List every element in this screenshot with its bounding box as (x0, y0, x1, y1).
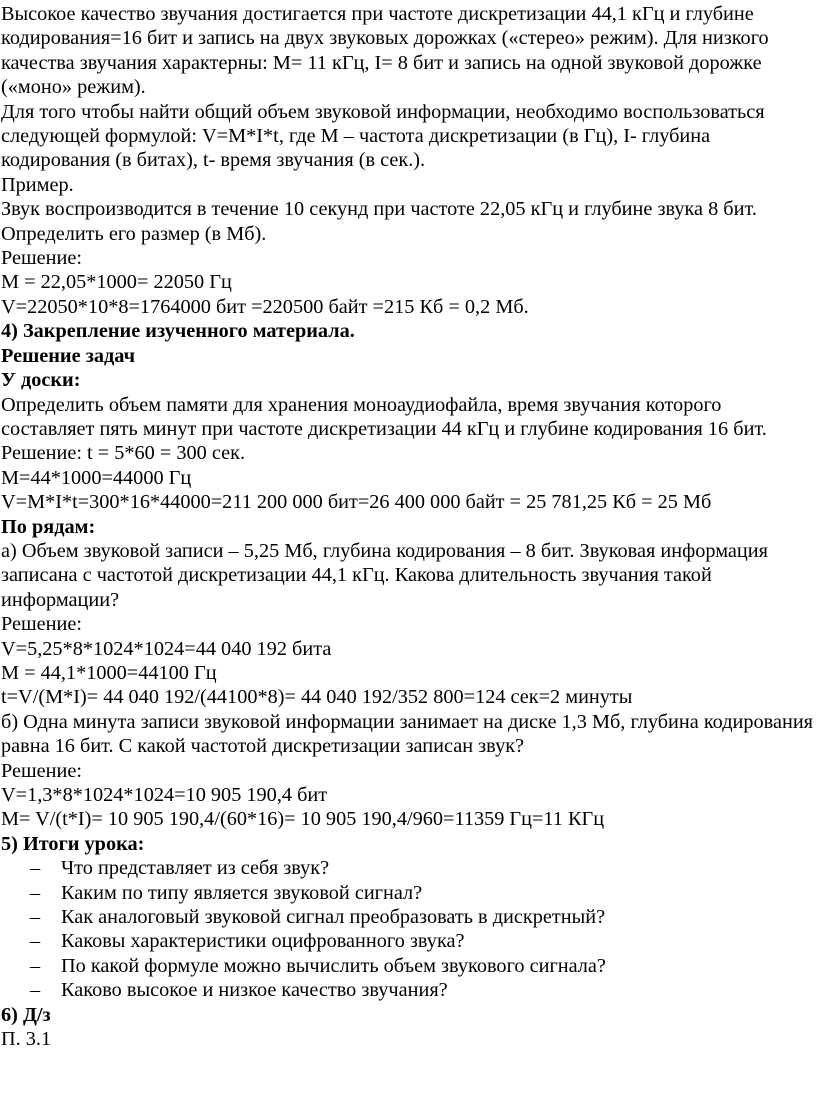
task-a-solution-line: Решение: (1, 613, 82, 636)
board-solution-line: M=44*1000=44000 Гц (1, 466, 192, 489)
dash-bullet: – (30, 979, 41, 1002)
board-solution-line: V=M*I*t=300*16*44000=211 200 000 бит=26 400 000 байт = 25 781,25 Кб = 25 Мб (1, 491, 712, 514)
example-solution-line: М = 22,05*1000= 22050 Гц (1, 271, 232, 294)
example-label: Пример. (1, 173, 74, 196)
intro-paragraph: Высокое качество звучания достигается при частоте дискретизации 44,1 кГц и глубине кодирования=16 бит и запись на двух звуковых дорожках («стерео» режим). Для низкого качества звучания характерны: М= 11 кГц, I= 8 бит и запись на одной звуковой дорожке («моно» режим). (1, 3, 769, 99)
rows-heading: По рядам: (1, 515, 96, 538)
board-task: Определить объем памяти для хранения моноаудиофайла, время звучания которого составляет пять минут при частоте дискретизации 44 кГц и глубине кодирования 16 бит. (1, 393, 767, 440)
list-item (1, 954, 816, 978)
task-b-solution-line: Решение: (1, 759, 82, 782)
list-item-text: По какой формуле можно вычислить объем звукового сигнала? (61, 954, 606, 977)
example-solution-line: V=22050*10*8=1764000 бит =220500 байт =215 Кб = 0,2 Мб. (1, 295, 529, 318)
task-b-solution-line: V=1,3*8*1024*1024=10 905 190,4 бит (1, 784, 328, 806)
task-b-solution-line: M= V/(t*I)= 10 905 190,4/(60*16)= 10 905 190,4/960=11359 Гц=11 КГц (1, 808, 605, 831)
section-6-heading: 6) Д/з (1, 1003, 51, 1026)
list-item (1, 929, 816, 953)
example-task: Звук воспроизводится в течение 10 секунд при частоте 22,05 кГц и глубине звука 8 бит. Определить его размер (в Мб). (1, 198, 757, 245)
list-item-text: Что представляет из себя звук? (61, 857, 330, 880)
list-item (1, 978, 816, 1002)
dash-bullet: – (30, 954, 41, 977)
list-item-text: Каково высокое и низкое качество звучания? (61, 979, 448, 1002)
board-solution-line: Решение: t = 5*60 = 300 сек. (1, 442, 246, 465)
list-item (1, 856, 816, 880)
task-a-solution-line: М = 44,1*1000=44100 Гц (1, 661, 217, 684)
task-a-solution-line: V=5,25*8*1024*1024=44 040 192 бита (1, 637, 332, 660)
dash-bullet: – (30, 930, 41, 953)
task-a-solution-line: t=V/(M*I)= 44 040 192/(44100*8)= 44 040 192/352 800=124 сек=2 минуты (1, 686, 633, 709)
homework-text: П. 3.1 (1, 1027, 52, 1050)
example-solution-label: Решение: (1, 247, 82, 270)
section-4-subheading: Решение задач (1, 344, 136, 367)
dash-bullet: – (30, 906, 41, 928)
list-item (1, 881, 816, 905)
list-item-text: Как аналоговый звуковой сигнал преобразовать в дискретный? (61, 906, 606, 928)
section-4-heading: 4) Закрепление изученного материала. (1, 320, 355, 343)
summary-question-list (1, 856, 816, 1002)
list-item-text: Каким по типу является звуковой сигнал? (61, 881, 423, 904)
section-4-board-heading: У доски: (1, 369, 81, 392)
task-a: а) Объем звуковой записи – 5,25 Мб, глубина кодирования – 8 бит. Звуковая информация записана с частотой дискретизации 44,1 кГц. Какова длительность звучания такой информации? (1, 539, 768, 611)
list-item-text: Каковы характеристики оцифрованного звука? (61, 930, 465, 953)
task-b: б) Одна минута записи звуковой информации занимает на диске 1,3 Мб, глубина кодирования равна 16 бит. С какой частотой дискретизации записан звук? (1, 710, 814, 758)
dash-bullet: – (30, 881, 41, 904)
section-5-heading: 5) Итоги урока: (1, 832, 145, 855)
list-item (1, 905, 816, 929)
formula-paragraph: Для того чтобы найти общий объем звуковой информации, необходимо воспользоваться следующей формулой: V=M*I*t, где М – частота дискретизации (в Гц), I- глубина кодирования (в битах), t- время звучания (в сек.). (1, 100, 765, 172)
dash-bullet: – (30, 857, 41, 880)
